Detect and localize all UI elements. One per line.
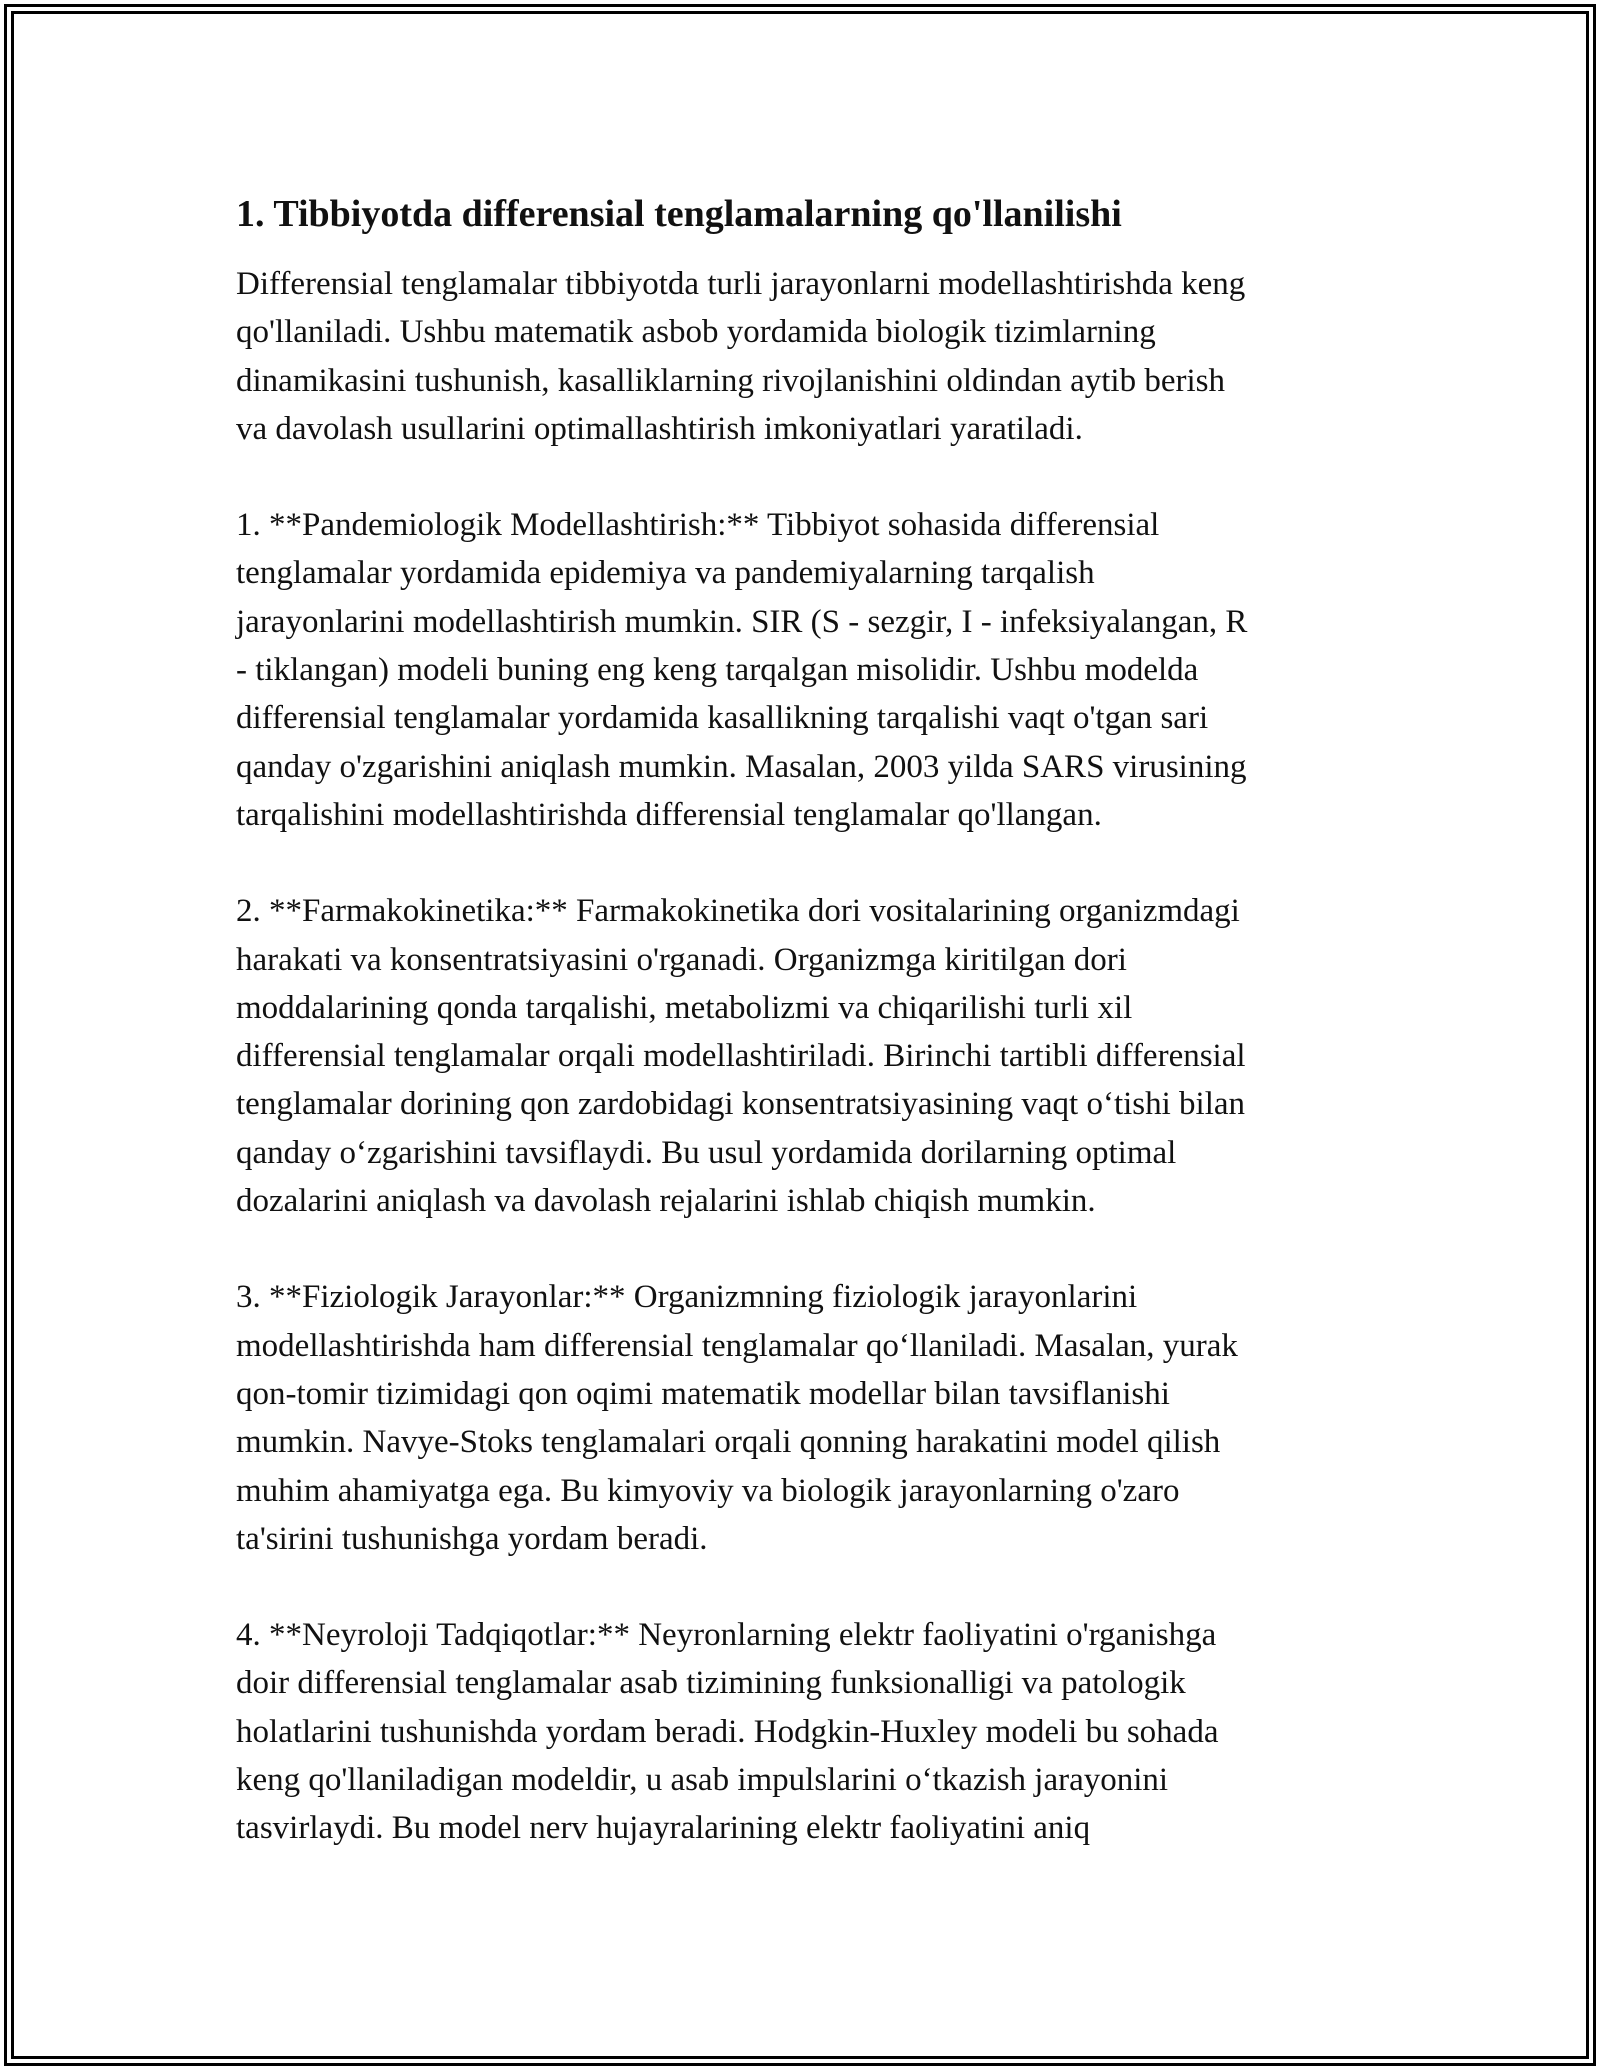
paragraph-farmakokinetika: 2. **Farmakokinetika:** Farmakokinetika dori vositalarining organizmdagi harakati va konsentratsiyasini o'rganadi. Organizmga kiritilgan dori moddalarining qonda tarqalishi, metabolizmi va chiqarilishi turli xil differensial tenglamalar orqali modellashtiriladi. Birinchi tartibli differensial tenglamalar dorining qon zardobidagi konsentratsiyasining vaqt o‘tishi bilan qanday o‘zgarishini tavsiflaydi. Bu usul yordamida dorilarning optimal dozalarini aniqlash va davolash rejalarini ishlab chiqish mumkin. [236, 893, 1246, 1220]
paragraph-intro: Differensial tenglamalar tibbiyotda turli jarayonlarni modellashtirishda keng qo'llaniladi. Ushbu matematik asbob yordamida biologik tizimlarning dinamikasini tushunish, kasalliklarning rivojlanishini oldindan aytib berish va davolash usullarini optimallashtirish imkoniyatlari yaratiladi. [236, 266, 1246, 447]
paragraph-fiziologik: 3. **Fiziologik Jarayonlar:** Organizmning fiziologik jarayonlarini modellashtirishda ham differensial tenglamalar qo‘llaniladi. Masalan, yurak qon-tomir tizimidagi qon oqimi matematik modellar bilan tavsiflanishi mumkin. Navye-Stoks tenglamalari orqali qonning harakatini model qilish muhim ahamiyatga ega. Bu kimyoviy va biologik jarayonlarning o'zaro ta'sirini tushunishga yordam beradi. [236, 1279, 1238, 1557]
document-body [236, 188, 1376, 1901]
document-title: 1. Tibbiyotda differensial tenglamalarning qo'llanilishi [236, 193, 1122, 235]
paragraph-neyroloji: 4. **Neyroloji Tadqiqotlar:** Neyronlarning elektr faoliyatini o'rganishga doir differensial tenglamalar asab tizimining funksionalligi va patologik holatlarini tushunishda yordam beradi. Hodgkin-Huxley modeli bu sohada keng qo'llaniladigan modeldir, u asab impulslarini o‘tkazish jarayonini tasvirlaydi. Bu model nerv hujayralarining elektr faoliyatini aniq [236, 1617, 1219, 1847]
paragraph-pandemiologik: 1. **Pandemiologik Modellashtirish:** Tibbiyot sohasida differensial tenglamalar yordamida epidemiya va pandemiyalarning tarqalish jarayonlarini modellashtirish mumkin. SIR (S - sezgir, I - infeksiyalangan, R - tiklangan) modeli buning eng keng tarqalgan misolidir. Ushbu modelda differensial tenglamalar yordamida kasallikning tarqalishi vaqt o'tgan sari qanday o'zgarishini aniqlash mumkin. Masalan, 2003 yilda SARS virusining tarqalishini modellashtirishda differensial tenglamalar qo'llangan. [236, 507, 1248, 833]
